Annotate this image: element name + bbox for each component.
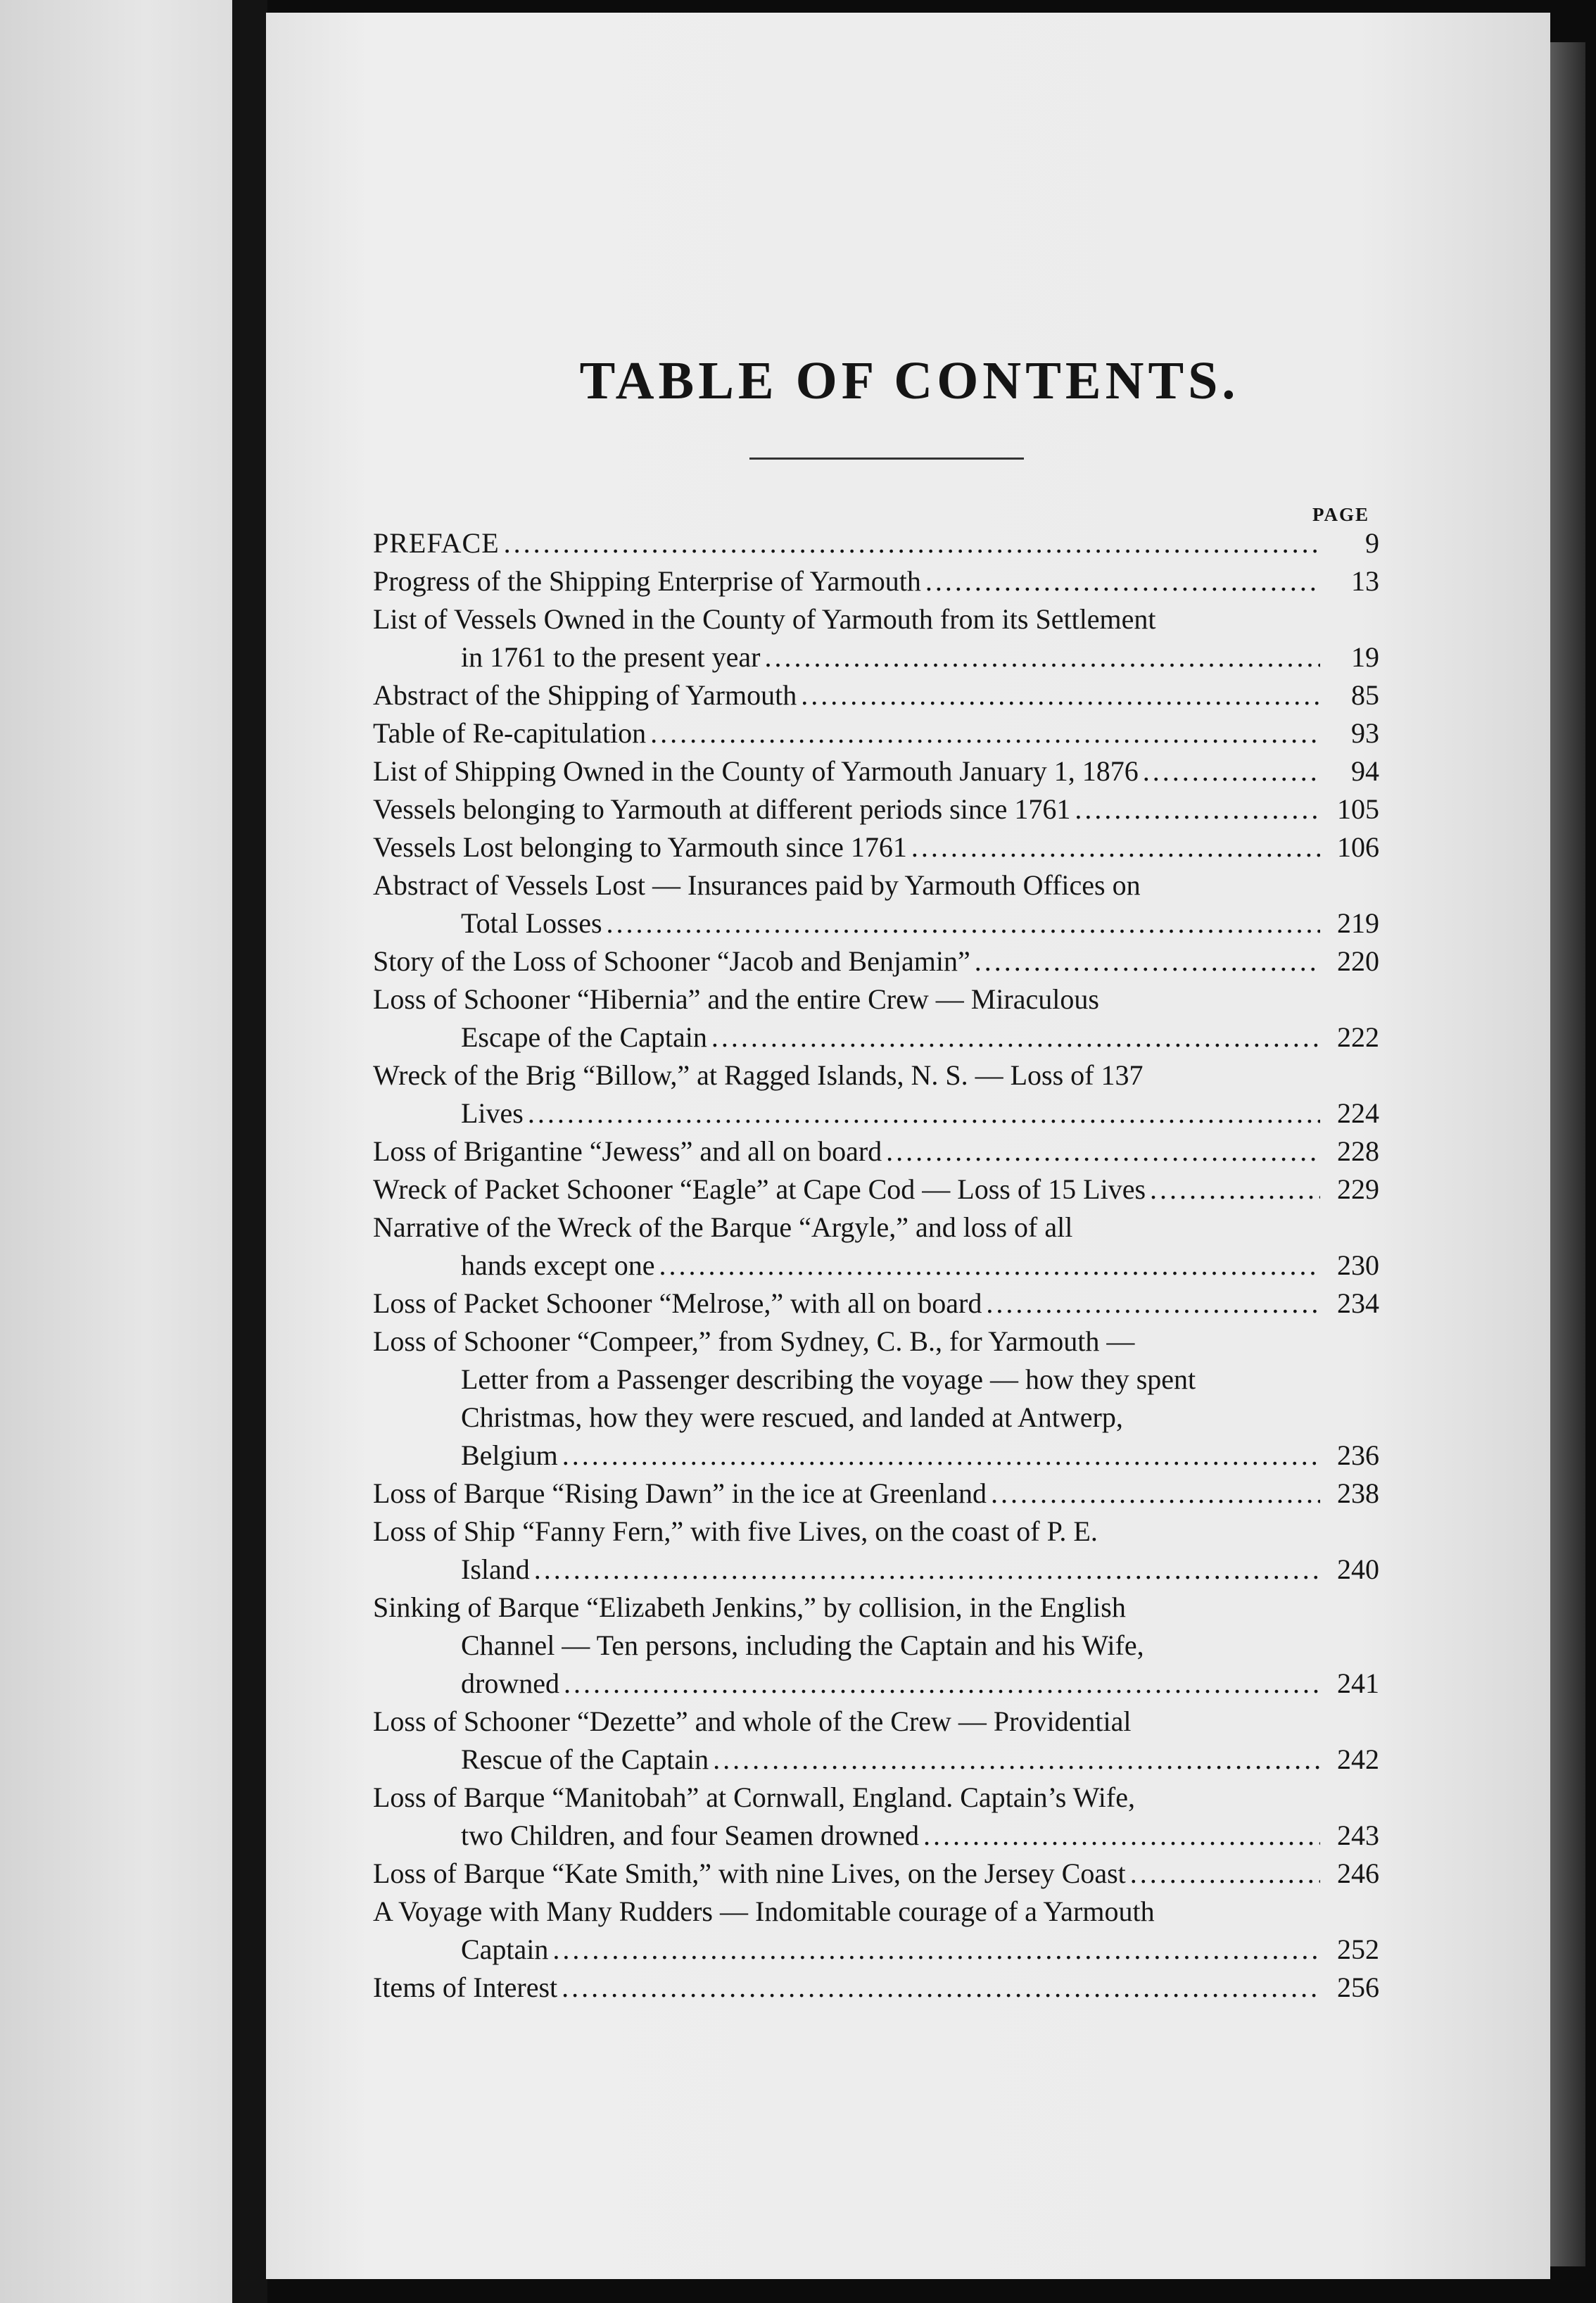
dot-leader <box>564 1665 1320 1703</box>
toc-entry <box>373 1855 1379 1893</box>
page-number: 256 <box>1337 1971 1379 2003</box>
dot-leader <box>552 1931 1320 1969</box>
toc-entry-text: Loss of Brigantine “Jewess” and all on board <box>373 1135 882 1167</box>
toc-entry-text: drowned <box>461 1667 559 1699</box>
toc-entry-text: Sinking of Barque “Elizabeth Jenkins,” by collision, in the English <box>373 1591 1126 1623</box>
page-number: 246 <box>1337 1857 1379 1889</box>
toc-entry-text: Items of Interest <box>373 1971 558 2003</box>
toc-entry-text: List of Shipping Owned in the County of Yarmouth January 1, 1876 <box>373 755 1139 787</box>
toc-entry-text: Abstract of the Shipping of Yarmouth <box>373 679 797 711</box>
toc-entry-text: Progress of the Shipping Enterprise of Yarmouth <box>373 565 921 597</box>
page-number: 93 <box>1351 717 1379 749</box>
toc-entry <box>373 1056 1379 1132</box>
page-number: 234 <box>1337 1287 1379 1319</box>
page-number: 241 <box>1337 1667 1379 1699</box>
toc-entry-text: Wreck of the Brig “Billow,” at Ragged Islands, N. S. — Loss of 137 <box>373 1059 1144 1091</box>
toc-entry-text: Escape of the Captain <box>461 1021 707 1053</box>
dot-leader <box>1143 752 1320 790</box>
dot-leader <box>711 1018 1320 1056</box>
dot-leader <box>504 524 1320 562</box>
page-number: 222 <box>1337 1021 1379 1053</box>
toc-entry <box>373 790 1379 828</box>
dot-leader <box>1130 1855 1320 1893</box>
page-number: 229 <box>1337 1173 1379 1205</box>
page-number: 85 <box>1351 679 1379 711</box>
toc-entry-text: Loss of Barque “Kate Smith,” with nine Lives, on the Jersey Coast <box>373 1857 1126 1889</box>
toc-entry <box>373 676 1379 714</box>
toc-entry-text: two Children, and four Seamen drowned <box>461 1819 919 1851</box>
page-number: 242 <box>1337 1743 1379 1775</box>
dot-leader <box>650 714 1320 752</box>
page-number: 236 <box>1337 1439 1379 1471</box>
toc-entry <box>373 1132 1379 1171</box>
toc-entry <box>373 1323 1379 1475</box>
page-number: 105 <box>1337 793 1379 825</box>
toc-entry-text: Loss of Schooner “Hibernia” and the entire Crew — Miraculous <box>373 983 1099 1015</box>
dot-leader <box>925 562 1320 600</box>
toc-entry-text: Channel — Ten persons, including the Captain and his Wife, <box>461 1629 1144 1661</box>
toc-entry-text: Loss of Barque “Manitobah” at Cornwall, England. Captain’s Wife, <box>373 1781 1135 1813</box>
toc-entry-text: Abstract of Vessels Lost — Insurances paid by Yarmouth Offices on <box>373 869 1141 901</box>
toc-entry <box>373 1703 1379 1779</box>
toc-entry <box>373 600 1379 676</box>
toc-entry-text: Loss of Barque “Rising Dawn” in the ice at Greenland <box>373 1477 987 1509</box>
toc-entry-text: Loss of Ship “Fanny Fern,” with five Lives, on the coast of P. E. <box>373 1515 1098 1547</box>
page-edge-shadow <box>1550 42 1585 2266</box>
toc-entry <box>373 1209 1379 1285</box>
toc-entry-text: Belgium <box>461 1439 558 1471</box>
toc-entry-text: in 1761 to the present year <box>461 641 761 673</box>
dot-leader <box>528 1094 1320 1132</box>
dot-leader <box>562 1969 1320 2007</box>
page-number: 220 <box>1337 945 1379 977</box>
toc-entry-text: Island <box>461 1553 530 1585</box>
toc-entry-text: Story of the Loss of Schooner “Jacob and Benjamin” <box>373 945 970 977</box>
toc-entry <box>373 828 1379 866</box>
toc-entry-text: List of Vessels Owned in the County of Yarmouth from its Settlement <box>373 603 1156 635</box>
dot-leader <box>986 1285 1320 1323</box>
toc-entry-text: Letter from a Passenger describing the voyage — how they spent <box>461 1363 1196 1395</box>
dot-leader <box>923 1817 1320 1855</box>
dot-leader <box>562 1437 1320 1475</box>
toc-entry-text: Christmas, how they were rescued, and landed at Antwerp, <box>461 1401 1123 1433</box>
dot-leader <box>991 1475 1320 1513</box>
book-binding-gutter <box>232 0 267 2303</box>
page-number: 238 <box>1337 1477 1379 1509</box>
toc-entry-text: PREFACE <box>373 527 500 559</box>
toc-entry-text: Loss of Schooner “Dezette” and whole of the Crew — Providential <box>373 1705 1132 1737</box>
toc-entry <box>373 752 1379 790</box>
toc-entry <box>373 1969 1379 2007</box>
page-number: 94 <box>1351 755 1379 787</box>
page-number: 230 <box>1337 1249 1379 1281</box>
toc-entry <box>373 1475 1379 1513</box>
page-number: 243 <box>1337 1819 1379 1851</box>
toc-entry <box>373 1779 1379 1855</box>
toc-entry <box>373 562 1379 600</box>
toc-entry <box>373 714 1379 752</box>
page-number: 228 <box>1337 1135 1379 1167</box>
dot-leader <box>975 942 1320 980</box>
toc-entry-text: hands except one <box>461 1249 655 1281</box>
dot-leader <box>764 638 1320 676</box>
page-column-label: PAGE <box>1312 504 1369 525</box>
title-divider <box>749 458 1024 460</box>
dot-leader <box>713 1741 1320 1779</box>
toc-entry-text: Loss of Packet Schooner “Melrose,” with all on board <box>373 1287 982 1319</box>
toc-entry <box>373 1513 1379 1589</box>
dot-leader <box>801 676 1320 714</box>
dot-leader <box>659 1247 1320 1285</box>
toc-entry-text: A Voyage with Many Rudders — Indomitable courage of a Yarmouth <box>373 1895 1155 1927</box>
dot-leader <box>1150 1171 1320 1209</box>
left-facing-page <box>0 0 243 2303</box>
toc-entry <box>373 866 1379 942</box>
toc-entry-text: Narrative of the Wreck of the Barque “Argyle,” and loss of all <box>373 1211 1073 1243</box>
toc-entry-text: Vessels belonging to Yarmouth at different periods since 1761 <box>373 793 1071 825</box>
toc-entry-text: Captain <box>461 1933 549 1965</box>
dot-leader <box>886 1132 1320 1171</box>
page-number: 106 <box>1337 831 1379 863</box>
page-number: 219 <box>1337 907 1379 939</box>
toc-entry-text: Total Losses <box>461 907 602 939</box>
dot-leader <box>607 904 1320 942</box>
page-number: 240 <box>1337 1553 1379 1585</box>
page-title: TABLE OF CONTENTS. <box>579 351 1240 410</box>
toc-entry <box>373 524 1379 562</box>
toc-entry <box>373 1589 1379 1703</box>
table-of-contents-list <box>373 524 1379 2007</box>
toc-entry-text: Loss of Schooner “Compeer,” from Sydney, C. B., for Yarmouth — <box>373 1325 1135 1357</box>
dot-leader <box>1075 790 1320 828</box>
toc-entry-text: Wreck of Packet Schooner “Eagle” at Cape Cod — Loss of 15 Lives <box>373 1173 1146 1205</box>
toc-entry-text: Rescue of the Captain <box>461 1743 709 1775</box>
page-number: 252 <box>1337 1933 1379 1965</box>
toc-entry-text: Table of Re-capitulation <box>373 717 647 749</box>
toc-entry <box>373 1285 1379 1323</box>
toc-entry-text: Lives <box>461 1097 524 1129</box>
toc-entry <box>373 1171 1379 1209</box>
page-number: 13 <box>1351 565 1379 597</box>
page-number: 224 <box>1337 1097 1379 1129</box>
toc-entry-text: Vessels Lost belonging to Yarmouth since 1761 <box>373 831 907 863</box>
toc-entry <box>373 980 1379 1056</box>
toc-entry <box>373 1893 1379 1969</box>
dot-leader <box>534 1551 1320 1589</box>
dot-leader <box>911 828 1320 866</box>
toc-entry <box>373 942 1379 980</box>
page-number: 19 <box>1351 641 1379 673</box>
page-number: 9 <box>1365 527 1379 559</box>
